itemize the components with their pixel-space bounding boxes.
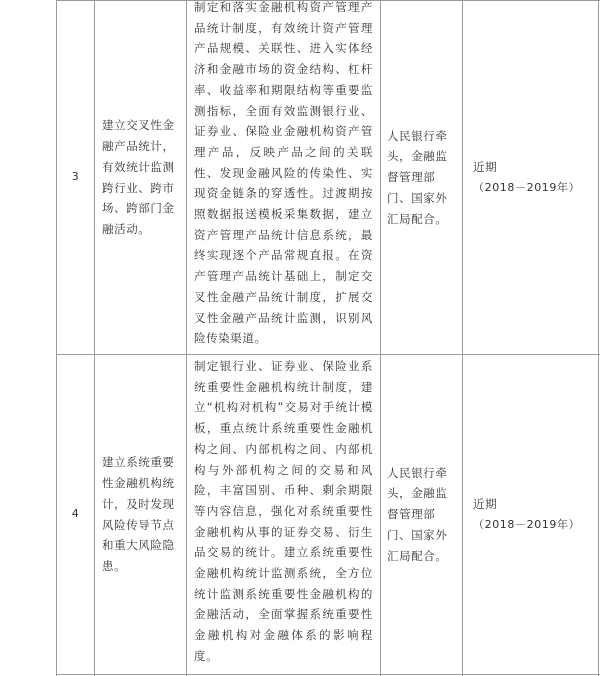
- row-number-text: 3: [71, 170, 80, 184]
- task-cell: [95, 1, 186, 354]
- timeframe-label: 近期: [473, 159, 498, 174]
- measures-cell: [187, 356, 380, 674]
- timeframe-range: （2018－2019年）: [473, 180, 581, 194]
- timeframe-cell: [463, 355, 598, 674]
- timeframe-range: （2018－2019年）: [473, 517, 581, 531]
- department-cell: [381, 355, 462, 674]
- timeframe-cell: [463, 1, 598, 354]
- table-row-number: [57, 1, 94, 354]
- measures-text: 制定和落实金融机构资产管理产品统计制度，有效统计资产管理产品规模、关联性、进入实体经济和金融市场的资金结构、杠杆率、收益率和期限结构等重要监测指标，全面有效监测银行业、证券业、保险业金融机构资产管理产品，反映产品之间的关联性、发现金融风险的传染性、实现资金链条的穿透性。过渡期按照数据报送模板采集数据，建立资产管理产品统计信息系统，最终实现逐个产品常规直报。在资产管理产品统计基础上，制定交叉性金融产品统计制度，扩展交叉性金融产品统计监测，识别风险传染渠道。: [194, 0, 373, 346]
- task-cell: [95, 355, 186, 674]
- row-divider-bottom: [56, 674, 600, 675]
- row-number-text: 4: [71, 507, 80, 521]
- measures-cell: [187, 0, 380, 354]
- task-text: 建立系统重要性金融机构统计，及时发现风险传导节点和重大风险隐患。: [102, 455, 175, 573]
- task-text: 建立交叉性金融产品统计，有效统计监测跨行业、跨市场、跨部门金融活动。: [102, 118, 175, 236]
- department-text: 人民银行牵头，金融监督管理部门、国家外汇局配合。: [387, 465, 448, 563]
- department-text: 人民银行牵头，金融监督管理部门、国家外汇局配合。: [387, 128, 448, 226]
- column-divider: [598, 0, 599, 676]
- measures-text: 制定银行业、证券业、保险业系统重要性金融机构统计制度，建立“机构对机构”交易对手统计模板，重点统计系统重要性金融机构之间、内部机构之间、内部机构与外部机构之间的交易和风险，丰富国别、币种、剩余期限等内容信息，强化对系统重要性金融机构从事的证券交易、衍生品交易的统计。建立系统重要性金融机构统计监测系统，全方位统计监测系统重要性金融机构的金融活动，全面掌握系统重要性金融机构对金融体系的影响程度。: [194, 359, 373, 663]
- department-cell: [381, 1, 462, 354]
- table-row-number: [57, 355, 94, 674]
- timeframe-label: 近期: [473, 496, 498, 511]
